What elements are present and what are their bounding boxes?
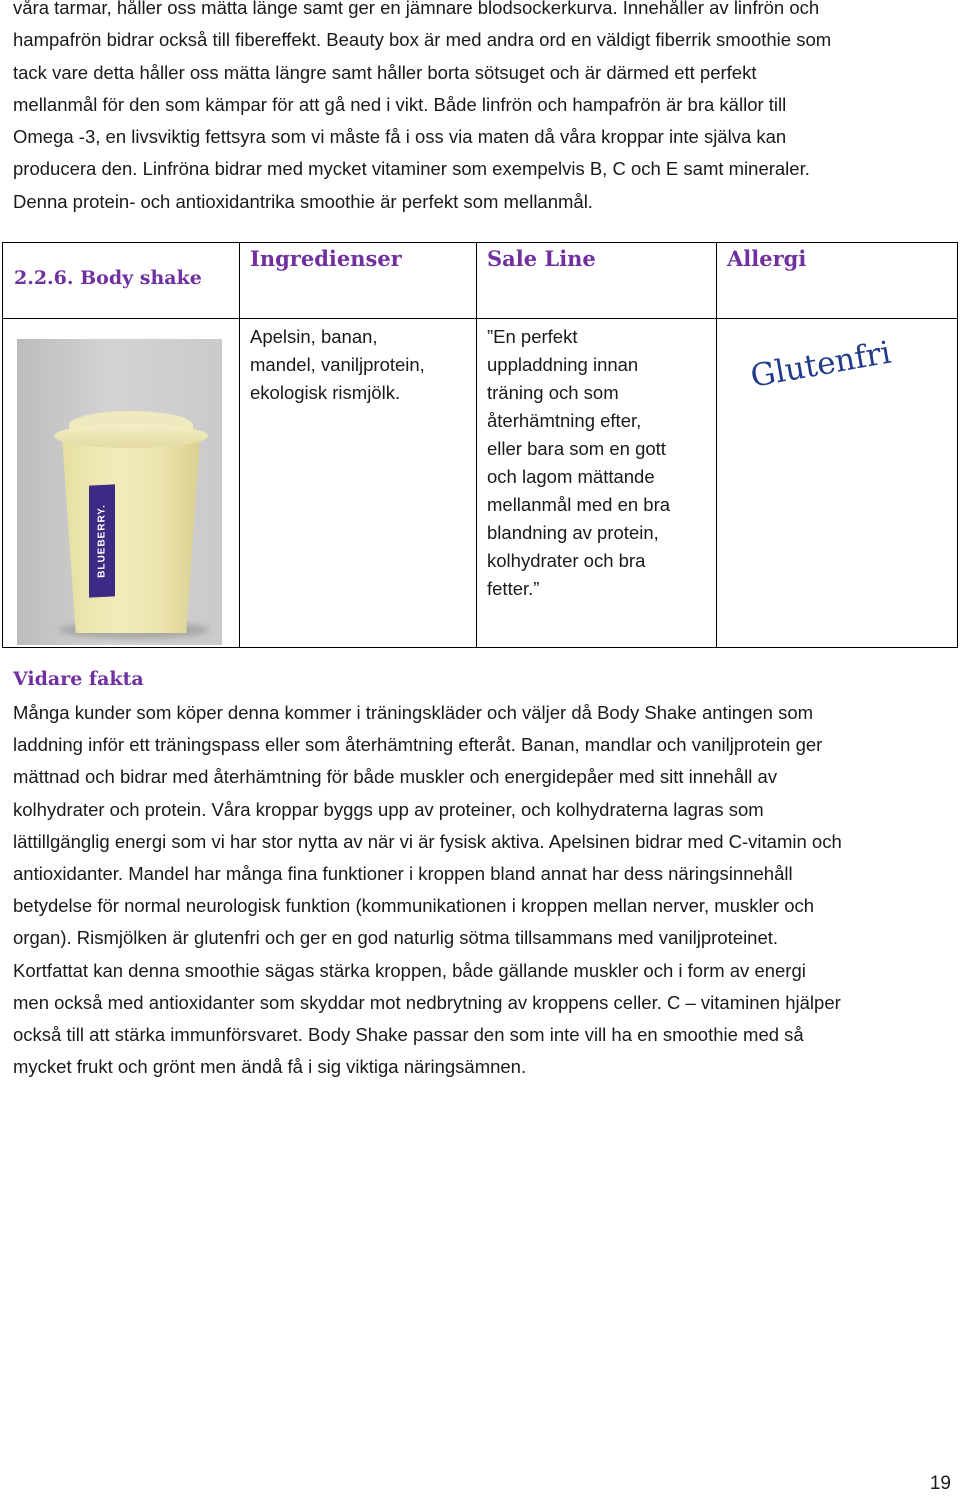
sale-line-line: fetter.” — [487, 578, 540, 599]
sale-line-line: ”En perfekt — [487, 326, 578, 347]
page-number: 19 — [929, 1473, 951, 1494]
intro-line: tack vare detta håller oss mätta längre samt håller borta sötsuget och är därmed ett perfekt — [13, 61, 757, 83]
more-facts-heading: Vidare fakta — [13, 668, 144, 690]
more-facts-line: lättillgänglig energi som vi har stor nytta av när vi är fysisk aktiva. Apelsinen bidrar med C-vitamin och — [13, 830, 842, 852]
more-facts-line: men också med antioxidanter som skyddar mot nedbrytning av kroppens celler. C – vitaminen hjälper — [13, 991, 841, 1013]
sale-line-cell — [477, 319, 717, 648]
cup-brand-text: BLUEBERRY. — [96, 503, 108, 579]
body-shake-photo — [17, 339, 222, 645]
glutenfri-stamp: Glutenfri — [747, 334, 894, 395]
sale-line-line: blandning av protein, — [487, 522, 659, 543]
more-facts-line: kolhydrater och protein. Våra kroppar byggs upp av proteiner, och kolhydraterna lagras som — [13, 798, 764, 820]
sale-line-line: uppladdning innan — [487, 354, 639, 375]
sale-line-header: Sale Line — [487, 246, 596, 271]
intro-line: hampafrön bidrar också till fibereffekt. Beauty box är med andra ord en väldigt fiberrik smoothie som — [13, 29, 832, 51]
intro-line: mellanmål för den som kämpar för att gå ned i vikt. Både linfrön och hampafrön är bra källor till — [13, 93, 787, 115]
smoothie-cup — [62, 437, 200, 633]
ingredients-header-cell — [240, 243, 477, 319]
section-title: 2.2.6. Body shake — [14, 267, 202, 289]
more-facts-line: betydelse för normal neurologisk funktion (kommunikationen i kroppen mellan nerver, muskler och — [13, 895, 815, 917]
ingredients-line: Apelsin, banan, — [250, 326, 378, 347]
more-facts-line: mättnad och bidrar med återhämtning för både muskler och energidepåer med sitt innehåll av — [13, 766, 778, 788]
sale-line-line: träning och som — [487, 382, 619, 403]
allergy-header: Allergi — [727, 246, 807, 271]
ingredients-text — [240, 319, 476, 407]
sale-line-line: kolhydrater och bra — [487, 550, 646, 571]
sale-line-line: eller bara som en gott — [487, 438, 666, 459]
allergy-cell — [717, 319, 958, 648]
more-facts-line: Många kunder som köper denna kommer i träningskläder och väljer då Body Shake antingen som — [13, 702, 814, 723]
intro-line: Omega -3, en livsviktig fettsyra som vi måste få i oss via maten då våra kroppar inte själva kan — [13, 126, 787, 148]
sale-line-line: mellanmål med en bra — [487, 494, 671, 515]
sale-line-line: återhämtning efter, — [487, 410, 642, 431]
cup-lid — [54, 424, 208, 448]
product-table-body-row — [3, 319, 958, 648]
more-facts-line: organ). Rismjölken är glutenfri och ger en god naturlig sötma tillsammans med vaniljproteinet. — [13, 927, 779, 949]
more-facts-line: antioxidanter. Mandel har många fina funktioner i kroppen bland annat har dess näringsinnehåll — [13, 863, 793, 885]
intro-line: Denna protein- och antioxidantrika smoothie är perfekt som mellanmål. — [13, 190, 593, 212]
cup-brand-label — [89, 484, 115, 597]
intro-line: våra tarmar, håller oss mätta länge samt ger en jämnare blodsockerkurva. Innehåller av linfrön och — [13, 0, 820, 18]
allergy-header-cell — [717, 243, 958, 319]
intro-line: producera den. Linfröna bidrar med mycket vitaminer som exempelvis B, C och E samt mineraler. — [13, 158, 810, 180]
more-facts-paragraph — [13, 697, 957, 1083]
sale-line-header-cell — [477, 243, 717, 319]
photo-cell — [3, 319, 240, 648]
sale-line-line: och lagom mättande — [487, 466, 655, 487]
ingredients-header: Ingredienser — [250, 246, 402, 271]
ingredients-line: ekologisk rismjölk. — [250, 382, 401, 403]
sale-line-text — [477, 319, 716, 603]
ingredients-cell — [240, 319, 477, 648]
more-facts-line: också till att stärka immunförsvaret. Body Shake passar den som inte vill ha en smoothie med så — [13, 1024, 804, 1046]
intro-paragraph — [13, 0, 953, 218]
section-title-cell — [3, 243, 240, 319]
product-table — [2, 242, 958, 648]
product-table-header-row — [3, 243, 958, 319]
more-facts-line: Kortfattat kan denna smoothie sägas stärka kroppen, både gällande muskler och i form av energi — [13, 959, 806, 981]
more-facts-line: mycket frukt och grönt men ändå få i sig viktiga näringsämnen. — [13, 1056, 527, 1078]
ingredients-line: mandel, vaniljprotein, — [250, 354, 425, 375]
more-facts-line: laddning inför ett träningspass eller som återhämtning efteråt. Banan, mandlar och vaniljprotein ger — [13, 734, 823, 756]
